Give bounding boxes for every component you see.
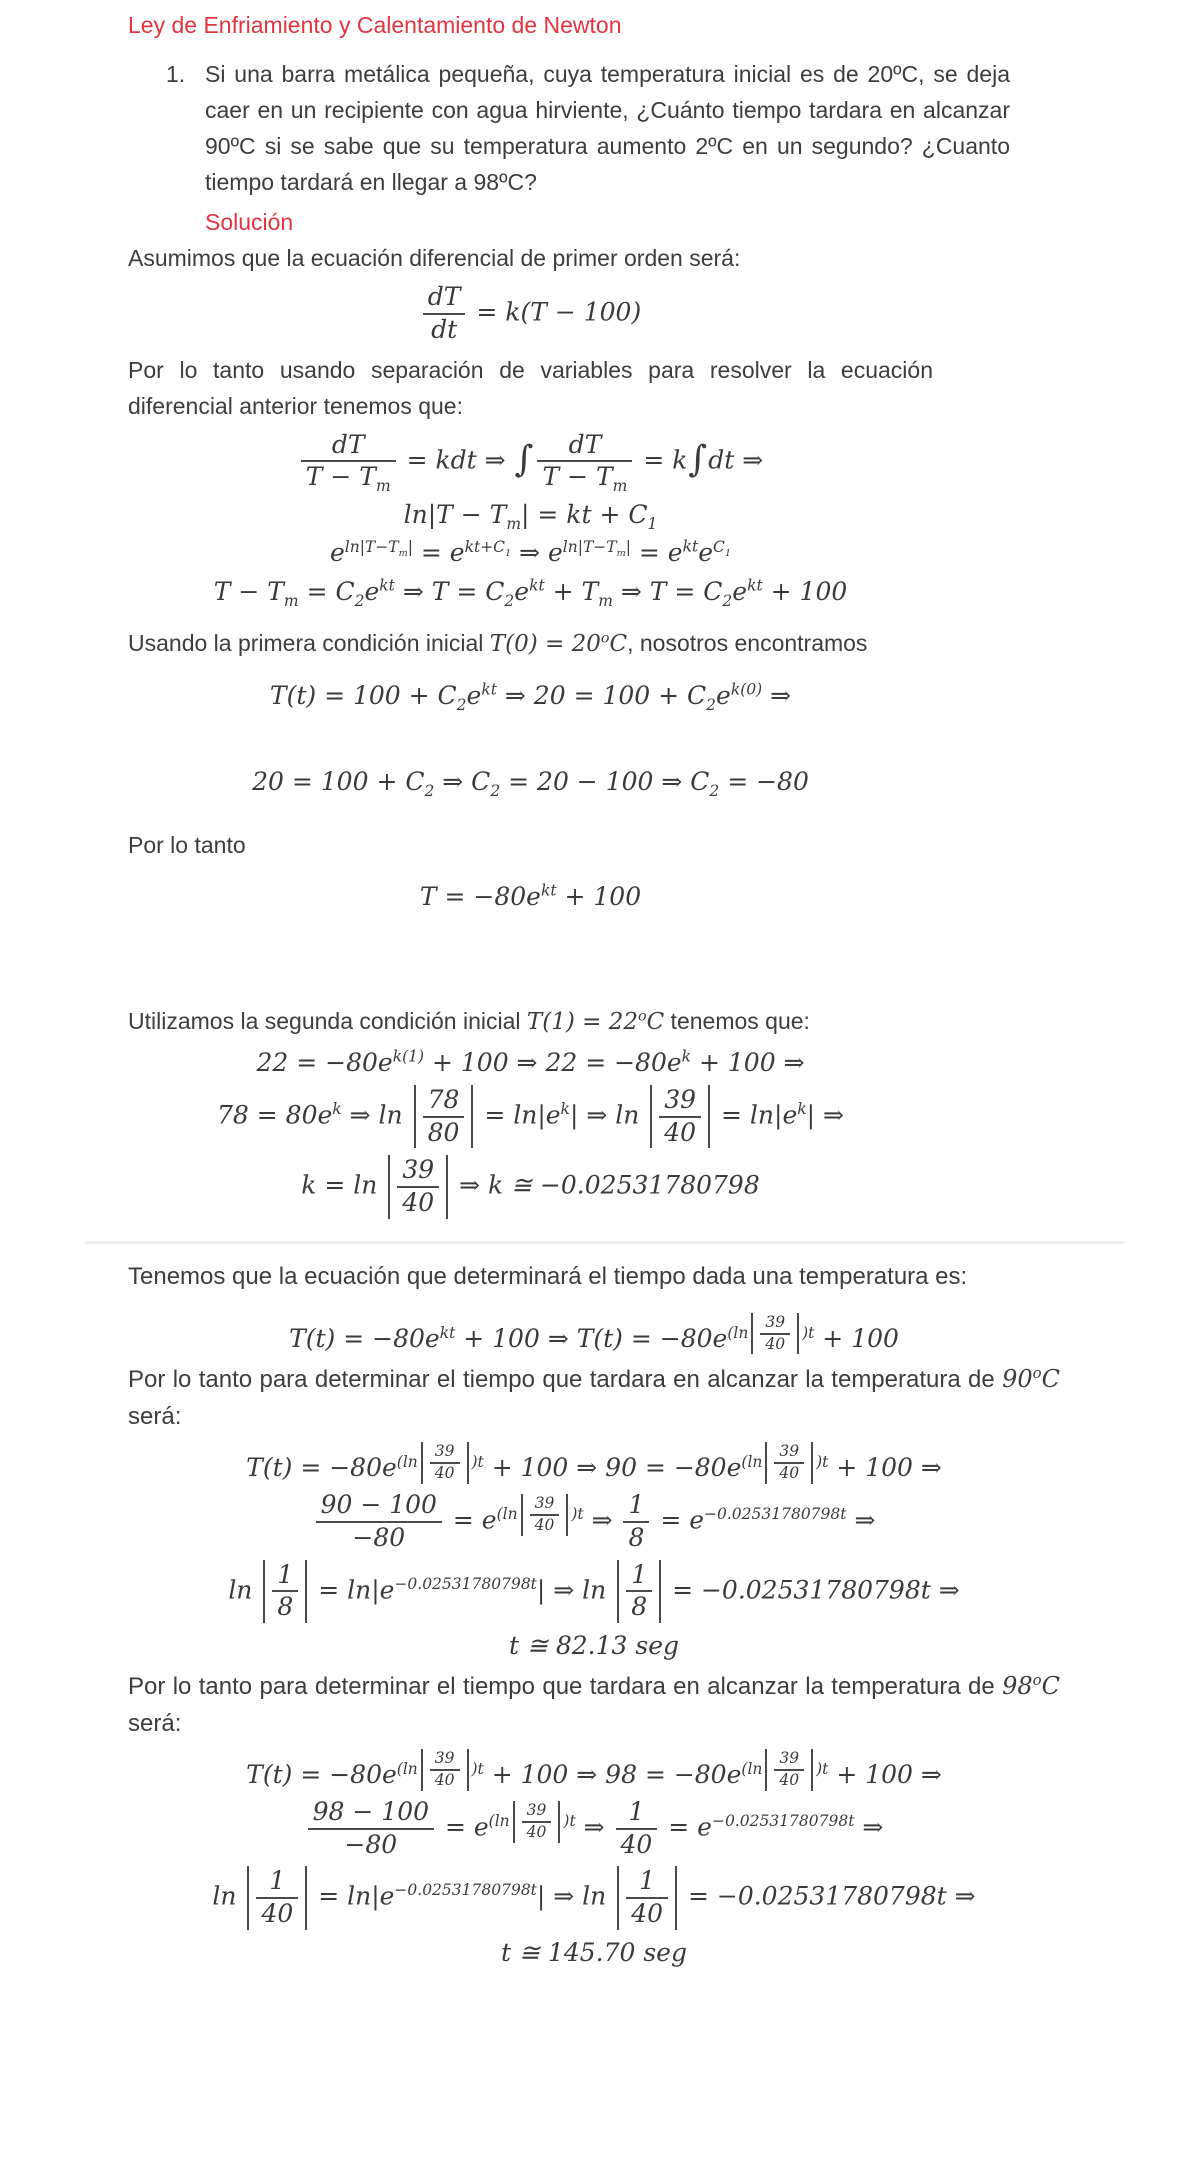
- equation: $T(t) = -80e^{kt} + 100$ ⇒ $T(t) = -80e^{(ln \frac{39}{40} )t} + 100$: [289, 1312, 899, 1353]
- fraction: [530, 1495, 560, 1535]
- numerator: 1: [626, 1867, 668, 1899]
- denominator: 80: [427, 1117, 460, 1147]
- equation: $\frac{dT}{dt}$ = k(T − 100): [128, 283, 933, 345]
- equation: ln $\frac{1}{40}$ = $\ln|e^{-0.02531780798t}|$ ⇒ ln $\frac{1}{40}$ = −0.02531780798t ⇒: [212, 1866, 976, 1929]
- absolute-value-bars: [617, 1560, 661, 1624]
- fraction: [616, 1798, 658, 1860]
- absolute-value-bars: [765, 1442, 813, 1484]
- fraction: [308, 1798, 434, 1860]
- equation: $T - T_m = C_2e^{kt}$ ⇒ $T = C_2e^{kt} + T_m$ ⇒ $T = C_2e^{kt} + 100$: [213, 576, 848, 610]
- denominator: $T - T_m$: [542, 462, 628, 496]
- subscript: m: [612, 477, 628, 496]
- absolute-value-bars: [388, 1155, 448, 1219]
- superscript: kt: [529, 576, 545, 595]
- subscript: 2: [706, 695, 717, 714]
- equation: $T(t) = -80e^{(ln \frac{39}{40} )t} + 100$ ⇒ $90 = -80e^{(ln \frac{39}{40} )t} + 100$ ⇒: [246, 1442, 942, 1483]
- superscript: o: [1032, 1671, 1042, 1690]
- numerator: dT: [423, 283, 466, 315]
- numerator: 39: [760, 1314, 790, 1335]
- denominator: 40: [631, 1899, 664, 1929]
- subscript: 1: [724, 548, 732, 560]
- fraction: [430, 1750, 460, 1790]
- subscript: 1: [647, 515, 658, 533]
- fraction: [423, 283, 466, 345]
- superscript: kt: [481, 680, 497, 699]
- numerator: 39: [522, 1802, 552, 1823]
- fraction: [522, 1802, 552, 1842]
- equation: $\frac{90 - 100}{-80}$ = $e^{(ln \frac{39}{40} )t}$ ⇒ $\frac{1}{8}$ = $e^{-0.02531780798t}$ ⇒: [128, 1491, 1060, 1553]
- superscript: k(0): [730, 680, 763, 699]
- denominator: 40: [261, 1899, 294, 1929]
- problem-statement: Si una barra metálica pequeña, cuya temperatura inicial es de 20ºC, se deja caer en un recipiente con agua hirviente, ¿Cuánto tiempo tardara en alcanzar 90ºC si se sabe que su temperatura aumento 2ºC en un segundo? ¿Cuanto tiempo tardará en llegar a 98ºC?: [205, 61, 1010, 195]
- subscript: 2: [490, 782, 501, 800]
- superscript: C1: [713, 537, 732, 560]
- fraction: [659, 1086, 701, 1148]
- superscript: (ln 39 40 )t: [396, 1442, 484, 1483]
- absolute-value-bars: [751, 1313, 799, 1355]
- subscript: 2: [709, 782, 720, 800]
- superscript: (ln 39 40 )t: [741, 1749, 829, 1790]
- absolute-value-bars: [617, 1866, 677, 1930]
- paragraph: Por lo tanto para determinar el tiempo que tardara en alcanzar la temperatura de 90$^o$C será:: [128, 1364, 1060, 1431]
- fraction: [301, 429, 396, 496]
- equation: $78 = 80e^k$ ⇒ ln $\frac{78}{80}$ = $\ln|e^k|$ ⇒ ln $\frac{39}{40}$ = $\ln|e^k|$ ⇒: [217, 1084, 844, 1147]
- numerator: dT: [537, 431, 632, 463]
- fraction: [423, 1086, 465, 1148]
- equation: $\frac{98 - 100}{-80}$ = $e^{(ln \frac{39}{40} )t}$ ⇒ $\frac{1}{40}$ = $e^{-0.02531780798t}$ ⇒: [128, 1798, 1060, 1860]
- superscript: (ln 39 40 )t: [488, 1800, 576, 1841]
- subscript: 2: [424, 782, 435, 800]
- integral-sign: ∫: [514, 437, 534, 481]
- denominator: 40: [664, 1117, 697, 1147]
- equation: $22 = -80e^{k(1)} + 100$ ⇒ $22 = -80e^k + 100$ ⇒: [256, 1047, 805, 1077]
- superscript: (ln 39 40 )t: [741, 1442, 829, 1483]
- integral-sign: ∫: [688, 437, 708, 481]
- denominator: 40: [534, 1515, 555, 1534]
- numerator: 1: [616, 1798, 658, 1830]
- superscript: k(1): [392, 1047, 425, 1066]
- equation: $\ln|T - T_m|$ = kt + $C_1$: [403, 500, 658, 533]
- subscript: 1: [505, 548, 512, 560]
- absolute-value-bars: [247, 1866, 307, 1930]
- fraction: [256, 1867, 298, 1929]
- superscript: −0.02531780798t: [704, 1504, 847, 1523]
- equation: $20 = 100 + C_2$ ⇒ $C_2 = 20 - 100$ ⇒ $C_2 = -80$: [252, 767, 809, 800]
- problem-item: [166, 56, 1010, 200]
- paragraph: Usando la primera condición inicial $T(0) = 20^oC$, nosotros encontramos: [128, 629, 868, 657]
- solution-heading: Solución: [205, 209, 294, 235]
- denominator: 8: [631, 1592, 648, 1622]
- denominator: 40: [402, 1188, 435, 1217]
- superscript: kt: [747, 576, 763, 595]
- denominator: 40: [434, 1464, 455, 1483]
- fraction: [774, 1750, 804, 1790]
- fraction: [537, 429, 632, 496]
- paragraph: Por lo tanto: [128, 832, 246, 859]
- superscript: (ln 39 40 )t: [396, 1749, 484, 1790]
- inline-math: $T(0) = 20^oC$: [489, 630, 628, 657]
- fraction: [397, 1156, 439, 1218]
- equation: t ≅ 82.13 seg: [508, 1631, 680, 1660]
- denominator: 40: [526, 1822, 547, 1841]
- absolute-value-bars: [521, 1494, 569, 1536]
- fraction: [760, 1314, 790, 1354]
- denominator: −80: [344, 1829, 398, 1859]
- absolute-value-bars: [414, 1085, 474, 1149]
- numerator: 39: [659, 1086, 701, 1118]
- fraction: [316, 1491, 442, 1553]
- denominator: 40: [765, 1334, 786, 1353]
- superscript: −0.02531780798t: [711, 1811, 855, 1830]
- superscript: o: [600, 630, 610, 647]
- problem-number: 1.: [166, 61, 186, 87]
- superscript: −0.02531780798t: [394, 1881, 537, 1900]
- numerator: 39: [774, 1750, 804, 1771]
- fraction: [626, 1561, 652, 1623]
- superscript: ln|T−Tm|: [344, 537, 413, 560]
- equation: t ≅ 145.70 seg: [501, 1937, 687, 1967]
- subscript: m: [398, 548, 408, 560]
- equation: $T = -80e^{kt} + 100$: [419, 881, 642, 912]
- numerator: 39: [430, 1443, 460, 1464]
- numerator: 39: [397, 1156, 439, 1188]
- subscript: m: [283, 591, 299, 610]
- denominator: −80: [352, 1522, 406, 1552]
- superscript: ln|T−Tm|: [562, 537, 631, 560]
- denominator: dt: [431, 314, 458, 344]
- paragraph: Por lo tanto para determinar el tiempo que tardara en alcanzar la temperatura de 98$^o$C será:: [128, 1671, 1060, 1738]
- fraction: [626, 1867, 668, 1929]
- fraction: [623, 1491, 649, 1553]
- superscript: kt: [540, 881, 557, 900]
- denominator: 40: [620, 1829, 653, 1859]
- subscript: 2: [456, 695, 467, 714]
- absolute-value-bars: [513, 1801, 561, 1843]
- denominator: $T - T_m$: [305, 462, 391, 496]
- superscript: k: [560, 1099, 570, 1118]
- numerator: 78: [423, 1086, 465, 1118]
- equation: $e^{ln|T-T_m|} = e^{kt+C_1}$ ⇒ $e^{ln|T-T_m|} = e^{kt}e^{C_1}$: [329, 537, 732, 568]
- denominator: 8: [277, 1592, 294, 1622]
- numerator: 39: [774, 1443, 804, 1464]
- denominator: 8: [628, 1522, 645, 1552]
- fraction: [774, 1443, 804, 1483]
- denominator: 40: [434, 1771, 455, 1790]
- inline-math: 98$^o$C: [1002, 1671, 1060, 1701]
- numerator: 39: [430, 1750, 460, 1771]
- subscript: m: [375, 477, 391, 496]
- denominator: 40: [779, 1771, 800, 1790]
- paragraph: Utilizamos la segunda condición inicial $T(1) = 22^oC$ tenemos que:: [128, 1007, 810, 1035]
- superscript: (ln 39 40 )t: [727, 1312, 815, 1353]
- equation: k = ln $\frac{39}{40}$ ⇒ k ≅ −0.02531780798: [301, 1155, 760, 1217]
- superscript: k: [797, 1099, 807, 1118]
- solution-content: [128, 204, 1200, 1968]
- subscript: m: [598, 591, 613, 610]
- paragraph: Tenemos que la ecuación que determinará el tiempo dada una temperatura es:: [128, 1262, 968, 1290]
- numerator: 39: [530, 1495, 560, 1516]
- superscript: k: [332, 1099, 342, 1118]
- subscript: 2: [722, 591, 733, 610]
- page-title: Ley de Enfriamiento y Calentamiento de Newton: [128, 12, 622, 38]
- superscript: o: [637, 1007, 647, 1024]
- fraction: [272, 1561, 298, 1623]
- numerator: 1: [626, 1561, 652, 1593]
- numerator: 1: [623, 1491, 649, 1523]
- subscript: m: [506, 515, 522, 533]
- inline-math: $T(1) = 22^oC$: [526, 1007, 665, 1035]
- paragraph: Por lo tanto usando separación de variables para resolver la ecuación diferencial anterior tenemos que:: [128, 356, 933, 419]
- superscript: kt: [439, 1323, 456, 1342]
- absolute-value-bars: [650, 1085, 710, 1149]
- denominator: 40: [779, 1464, 800, 1483]
- equation: $T(t) = -80e^{(ln \frac{39}{40} )t} + 100$ ⇒ $98 = -80e^{(ln \frac{39}{40} )t} + 100$ ⇒: [246, 1749, 942, 1790]
- superscript: (ln 39 40 )t: [496, 1494, 584, 1534]
- numerator: 1: [272, 1561, 298, 1593]
- subscript: 2: [504, 591, 515, 610]
- absolute-value-bars: [263, 1560, 307, 1624]
- paragraph: Asumimos que la ecuación diferencial de primer orden será:: [128, 245, 741, 271]
- superscript: o: [1032, 1364, 1042, 1383]
- superscript: k: [681, 1047, 692, 1066]
- superscript: kt+C1: [464, 537, 512, 560]
- fraction: [430, 1443, 460, 1483]
- absolute-value-bars: [421, 1749, 469, 1791]
- superscript: −0.02531780798t: [394, 1574, 537, 1593]
- equation: $\frac{dT}{T - T_m}$ = kdt ⇒ ∫ $\frac{dT}{T - T_m}$ = k∫dt ⇒: [128, 431, 933, 493]
- numerator: dT: [301, 431, 396, 463]
- subscript: 2: [354, 591, 365, 610]
- inline-math: 90$^o$C: [1002, 1364, 1060, 1394]
- numerator: 90 − 100: [316, 1491, 442, 1523]
- section-divider: [85, 1241, 1125, 1244]
- absolute-value-bars: [765, 1749, 813, 1791]
- equation: $T(t) = 100 + C_2e^{kt}$ ⇒ $20 = 100 + C_2e^{k(0)}$ ⇒: [269, 680, 792, 714]
- absolute-value-bars: [421, 1442, 469, 1484]
- numerator: 98 − 100: [308, 1798, 434, 1830]
- equation: ln $\frac{1}{8}$ = $\ln|e^{-0.02531780798t}|$ ⇒ ln $\frac{1}{8}$ = −0.02531780798t ⇒: [228, 1559, 960, 1622]
- superscript: kt: [379, 576, 395, 595]
- superscript: kt: [682, 537, 699, 556]
- subscript: m: [616, 548, 626, 560]
- numerator: 1: [256, 1867, 298, 1899]
